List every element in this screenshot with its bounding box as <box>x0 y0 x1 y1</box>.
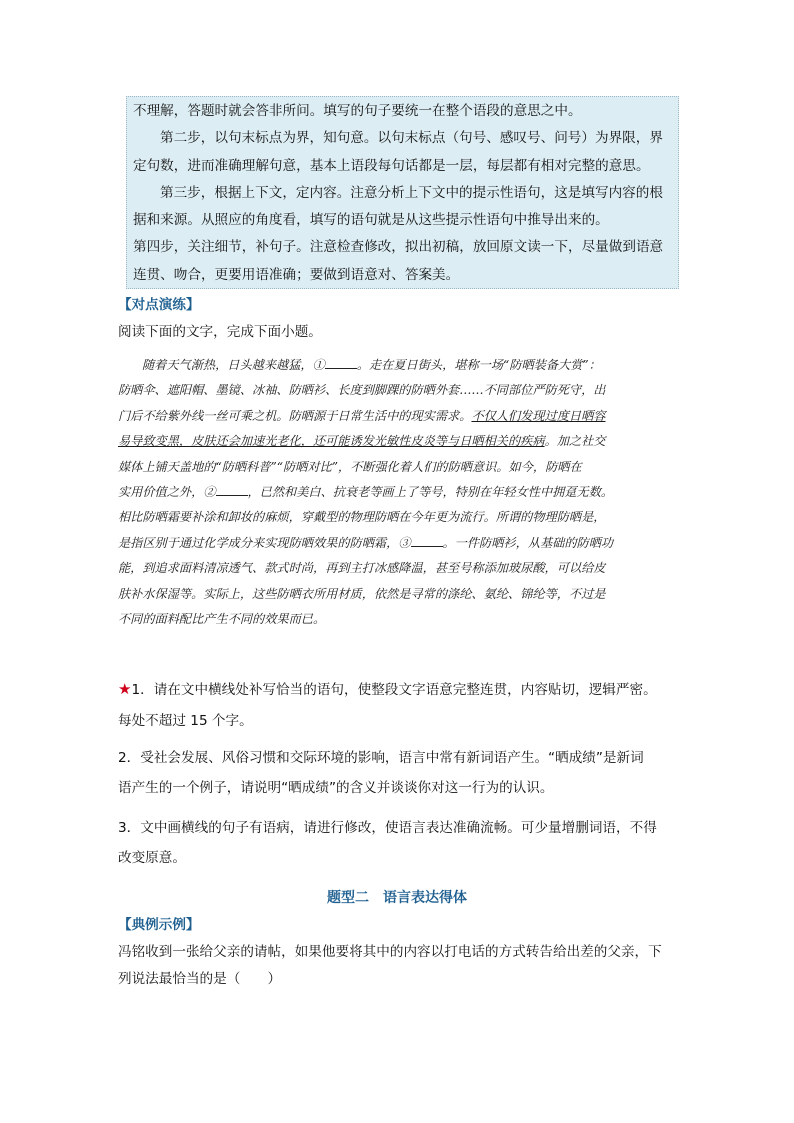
passage-line <box>118 353 698 378</box>
underlined-sentence: 不仅人们发现过度日晒容 <box>471 408 606 423</box>
question-1-continued: 每处不超过 15 个字。 <box>118 713 253 729</box>
passage-line: 防晒伞、遮阳帽、墨镜、冰袖、防晒衫、长度到脚踝的防晒外套……不同部位严防死守，出 <box>118 383 606 398</box>
question-1-text: 1．请在文中横线处补写恰当的语句，使整段文字语意完整连贯，内容贴切，逻辑严密。 <box>131 682 657 698</box>
example-question-continued: 列说法最恰当的是（ ） <box>118 971 282 987</box>
passage-line: 肤补水保湿等。实际上，这些防晒衣所用材质，依然是寻常的涤纶、氨纶、锦纶等，不过是 <box>118 586 606 601</box>
example-question: 冯铭收到一张给父亲的请帖，如果他要将其中的内容以打电话的方式转告给出差的父亲，下 <box>118 944 662 960</box>
blank-marker-3: ③ <box>398 535 411 550</box>
tip-line-6: 第四步，关注细节，补句子。注意检查修改，拟出初稿，放回原文读一下，尽量做到语意 <box>133 239 664 256</box>
reading-passage <box>118 353 698 632</box>
passage-text: 。加之社交 <box>544 434 606 449</box>
tip-line-5: 据和来源。从照应的角度看，填写的语句就是从这些提示性语句中推导出来的。 <box>133 212 609 229</box>
question-3-continued: 改变原意。 <box>118 850 186 866</box>
tip-line-4: 第三步，根据上下文，定内容。注意分析上下文中的提示性语句，这是填写内容的根 <box>160 184 663 201</box>
section-title-type-2: 题型二 语言表达得体 <box>327 890 467 906</box>
blank-3 <box>411 535 443 547</box>
underlined-sentence: 易导致变黑，皮肤还会加速光老化，还可能诱发光敏性皮炎等与日晒相关的疾病 <box>118 434 545 449</box>
passage-text: ，已然和美白、抗衰老等画上了等号，特别在年轻女性中拥趸无数。 <box>247 484 614 499</box>
passage-line: 媒体上铺天盖地的“防晒科普”“防晒对比”，不断强化着人们的防晒意识。如今，防晒在 <box>118 459 582 474</box>
question-2: 2．受社会发展、风俗习惯和交际环境的影响，语言中常有新词语产生。“晒成绩”是新词 <box>118 750 644 766</box>
passage-line: 相比防晒霜要补涂和卸妆的麻烦，穿戴型的物理防晒在今年更为流行。所谓的物理防晒是， <box>118 510 606 525</box>
passage-line: 能，到追求面料清凉透气、款式时尚，再到主打冰感降温，甚至号称添加玻尿酸，可以给皮 <box>118 561 606 576</box>
star-icon: ★ <box>118 680 132 698</box>
passage-line: 不同的面料配比产生不同的效果而已。 <box>118 611 326 626</box>
passage-line <box>118 480 698 505</box>
passage-text: 随着天气渐热，日头越来越猛， <box>142 358 313 372</box>
passage-text: 。走在夏日街头，堪称一场“防晒装备大赏”： <box>356 358 601 372</box>
passage-line <box>118 531 698 556</box>
tip-line-3: 定句数，进而准确理解句意，基本上语段每句话都是一层，每层都有相对完整的意思。 <box>133 157 650 174</box>
blank-1 <box>325 357 357 369</box>
passage-text: 。一件防晒衫，从基础的防晒功 <box>442 535 614 550</box>
question-1 <box>118 678 657 698</box>
blank-2 <box>216 484 248 496</box>
section-heading-practice: 【对点演练】 <box>118 297 200 313</box>
tip-line-7: 连贯、吻合，更要用语准确；要做到语意对、答案美。 <box>133 266 460 283</box>
tip-box <box>126 96 679 289</box>
tip-line-1: 不理解，答题时就会答非所问。填写的句子要统一在整个语段的意思之中。 <box>133 103 582 119</box>
section-heading-example: 【典例示例】 <box>118 917 200 933</box>
passage-text: 门后不给紫外线一丝可乘之机。防晒源于日常生活中的现实需求。 <box>118 408 472 423</box>
passage-text: 实用价值之外， <box>118 484 204 499</box>
passage-line <box>118 429 698 454</box>
passage-text: 是指区别于通过化学成分来实现防晒效果的防晒霜， <box>118 535 399 550</box>
blank-marker-2: ② <box>203 484 216 499</box>
question-3: 3．文中画横线的句子有语病，请进行修改，使语言表达准确流畅。可少量增删词语，不得 <box>118 820 657 836</box>
passage-line <box>118 404 698 429</box>
tip-line-2: 第二步，以句末标点为界，知句意。以句末标点（句号、感叹号、问号）为界限，界 <box>160 130 663 147</box>
blank-marker-1: ① <box>312 358 325 372</box>
reading-instruction: 阅读下面的文字，完成下面小题。 <box>118 324 322 340</box>
question-2-continued: 语产生的一个例子，请说明“晒成绩”的含义并谈谈你对这一行为的认识。 <box>118 780 554 796</box>
